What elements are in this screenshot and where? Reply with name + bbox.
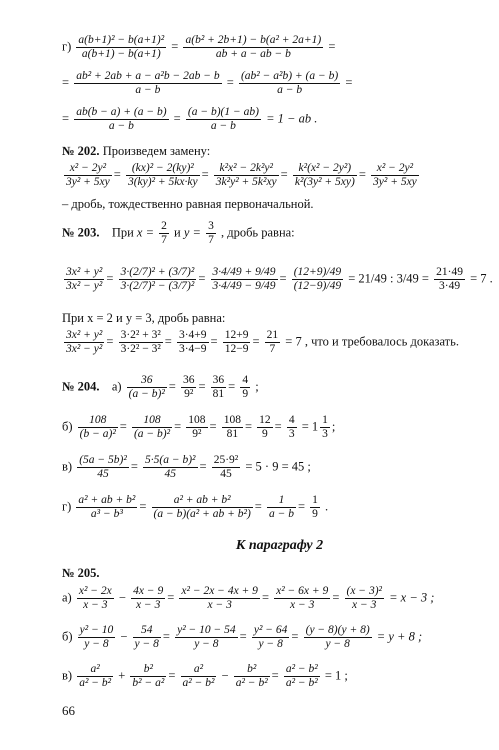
fraction: $\frac{12}{9}$ — [259, 414, 271, 440]
p203-equation: $\frac{\text{3x² + y²}}{\text{3x² − y²}}$ = $\frac{\text{3·(2/7)² + (3/7)²}}{\text{3·(2/7)² − (3/7)²}}$ = $\frac{3\cdot 4/49 + 9/49}{3\cdot 4/49 - 9/49}$ = $\frac{(12+9)/49}{(12-9)/49}$ = 21/49 : 3/49 = $\frac{21\cdot 49}{3\cdot 49}$ = 7 . — [66, 266, 493, 292]
fraction: $\frac{4}{9}$ — [242, 374, 249, 400]
fraction: $\frac{\text{y² − 10}}{y - 8}$ — [79, 624, 114, 650]
p204-v: в) $\frac{\text{(5a − 5b)²}}{45}$ = $\frac{\text{5·5(a − b)²}}{45}$ = $\frac{\text{25·9²}}{45}$ = 5 · 9 = 45 ; — [62, 454, 311, 480]
fraction: $\frac{\text{a(b+1)² − b(a+1)²}}{a(b+1) - b(a+1)}$ — [78, 34, 165, 60]
p201g-line1: г) $\frac{\text{a(b+1)² − b(a+1)²}}{a(b+1) - b(a+1)}$ = $\frac{\text{a(b² + 2b+1) − b(a² + 2a+1)}}{ab + a - ab - b}$ = — [62, 34, 336, 60]
fraction: $\frac{2}{7}$ — [161, 220, 167, 246]
fraction: $\frac{108}{81}$ — [223, 414, 241, 440]
p203-heading: № 203. При x = $\frac{2}{7}$ и y = $\frac{3}{7}$ , дробь равна: — [62, 220, 295, 246]
fraction: $\frac{\text{k²(x² − 2y²)}}{\text{k²(3y² + 5xy)}}$ — [294, 162, 355, 188]
fraction: $\frac{4}{3}$ — [288, 414, 295, 440]
fraction: $\frac{\text{a² + ab + b²}}{\text{a³ − b³}}$ — [78, 494, 136, 520]
fraction: $\frac{\text{3x² + y²}}{\text{3x² − y²}}$ — [66, 329, 103, 355]
fraction: $\frac{\text{b²}}{\text{a² − b²}}$ — [235, 663, 268, 689]
fraction: $\frac{4x - 9}{x - 3}$ — [133, 585, 164, 611]
fraction: $\frac{(12+9)/49}{(12-9)/49}$ — [293, 266, 342, 292]
fraction: $\frac{\text{a² + ab + b²}}{\text{(a − b)(a² + ab + b²)}}$ — [153, 494, 251, 520]
fraction: $\frac{(a - b)(1 - ab)}{a - b}$ — [187, 106, 259, 132]
fraction: $\frac{21\cdot 49}{3\cdot 49}$ — [436, 266, 463, 292]
fraction: $\frac{36}{81}$ — [212, 374, 225, 400]
fraction: $\frac{\text{(x − 3)²}}{x - 3}$ — [346, 585, 382, 611]
fraction: $\frac{\text{x² − 2y²}}{\text{3y² + 5xy}}$ — [66, 162, 110, 188]
fraction: $\frac{12+9}{12-9}$ — [224, 329, 249, 355]
fraction: $\frac{1}{9}$ — [312, 494, 318, 520]
fraction: $\frac{3\cdot 4/49 + 9/49}{3\cdot 4/49 - 9/49}$ — [212, 266, 276, 292]
fraction: $\frac{21}{7}$ — [266, 329, 279, 355]
problem-number: № 204. — [62, 379, 100, 394]
fraction: $\frac{\text{x² − 6x + 9}}{x - 3}$ — [276, 585, 329, 611]
fraction: $\frac{ab(b - a) + (a - b)}{a - b}$ — [76, 106, 167, 132]
fraction: $\frac{\text{k²x² − 2k²y²}}{\text{3k²y² + 5k²xy}}$ — [215, 162, 277, 188]
fraction: $\frac{\text{y² − 10 − 54}}{y - 8}$ — [177, 624, 236, 650]
fraction: $\frac{54}{y - 8}$ — [134, 624, 159, 650]
fraction: $\frac{\text{y² − 64}}{y - 8}$ — [253, 624, 288, 650]
p204-a: № 204. а) $\frac{36}{\text{(a − b)²}}$ = $\frac{36}{\text{9²}}$ = $\frac{36}{81}$ = $\frac{4}{9}$ ; — [62, 374, 259, 400]
fraction: $\frac{\text{3·(2/7)² + (3/7)²}}{\text{3·(2/7)² − (3/7)²}}$ — [120, 266, 195, 292]
fraction: $\frac{3}{7}$ — [208, 220, 214, 246]
problem-number: № 203. — [62, 225, 100, 240]
fraction: $\frac{36}{\text{(a − b)²}}$ — [128, 374, 165, 400]
fraction: $\frac{3\cdot 4+9}{3\cdot 4-9}$ — [178, 329, 207, 355]
result-text: = 1 − ab . — [266, 111, 318, 126]
fraction: $\frac{\text{b²}}{\text{b² − a²}}$ — [132, 663, 165, 689]
p205-b: б) $\frac{\text{y² − 10}}{y - 8}$ − $\frac{54}{y - 8}$ = $\frac{\text{y² − 10 − 54}}{y - 8}$ = $\frac{\text{y² − 64}}{y - 8}$ = $\frac{(y - 8)(y + 8)}{y - 8}$ = y + 8 ; — [62, 624, 423, 650]
section-title: К параграфу 2 — [235, 538, 324, 553]
fraction: $\frac{\text{x² − 2x − 4x + 9}}{x - 3}$ — [181, 585, 258, 611]
fraction: $\frac{1}{a - b}$ — [268, 494, 294, 520]
fraction: $\frac{\text{a²}}{\text{a² − b²}}$ — [79, 663, 112, 689]
p204-b: б) $\frac{108}{\text{(b − a)²}}$ = $\frac{108}{\text{(a − b)²}}$ = $\frac{108}{\text{9²}}$ = $\frac{108}{81}$ = $\frac{12}{9}$ = $\frac{4}{3}$ = 1 $\frac{1}{3}$ ; — [62, 414, 336, 440]
fraction: $\frac{\text{ab² + 2ab + a − a²b − 2ab − b}}{a - b}$ — [76, 70, 220, 96]
fraction: $\frac{\text{(kx)² − 2(ky)²}}{\text{3(ky)² + 5kx·ky}}$ — [127, 162, 198, 188]
p202-conclusion: – дробь, тождественно равная первоначальной. — [62, 197, 314, 211]
fraction: $\frac{\text{a(b² + 2b+1) − b(a² + 2a+1)}}{ab + a - ab - b}$ — [185, 34, 322, 60]
fraction: $\frac{\text{x² − 2x}}{x - 3}$ — [78, 585, 112, 611]
fraction: $\frac{36}{\text{9²}}$ — [182, 374, 195, 400]
fraction: $\frac{\text{3·2² + 3²}}{\text{3·2² − 3²}}$ — [120, 329, 161, 355]
problem-intro: Произведем замену: — [102, 144, 211, 158]
p202-equation: $\frac{\text{x² − 2y²}}{\text{3y² + 5xy}}$ = $\frac{\text{(kx)² − 2(ky)²}}{\text{3(ky)² + 5kx·ky}}$ = $\frac{\text{k²x² − 2k²y²}}{\text{3k²y² + 5k²xy}}$ = $\frac{\text{k²(x² − 2y²)}}{\text{k²(3y² + 5xy)}}$ = $\frac{\text{x² − 2y²}}{\text{3y² + 5xy}}$ — [66, 162, 417, 188]
p205-heading — [62, 566, 100, 580]
fraction: $\frac{\text{3x² + y²}}{\text{3x² − y²}}$ — [66, 266, 103, 292]
p201g-line3: = $\frac{ab(b - a) + (a - b)}{a - b}$ = $\frac{(a - b)(1 - ab)}{a - b}$ = 1 − ab . — [62, 106, 318, 132]
fraction: $\frac{\text{25·9²}}{45}$ — [213, 454, 239, 480]
fraction: $\frac{(y - 8)(y + 8)}{y - 8}$ — [305, 624, 370, 650]
item-label: г) — [62, 39, 72, 54]
page-number: 66 — [62, 703, 75, 718]
p202-heading — [62, 144, 210, 158]
p203-case2-equation: $\frac{\text{3x² + y²}}{\text{3x² − y²}}$ = $\frac{\text{3·2² + 3²}}{\text{3·2² − 3²}}$ = $\frac{3\cdot 4+9}{3\cdot 4-9}$ = $\frac{12+9}{12-9}$ = $\frac{21}{7}$ = 7 , что и требовалось доказать. — [66, 329, 459, 355]
fraction: $\frac{\text{a² − b²}}{\text{a² − b²}}$ — [285, 663, 318, 689]
fraction: $\frac{108}{\text{(a − b)²}}$ — [133, 414, 171, 440]
problem-number: № 205. — [62, 566, 100, 580]
p204-g: г) $\frac{\text{a² + ab + b²}}{\text{a³ − b³}}$ = $\frac{\text{a² + ab + b²}}{\text{(a − b)(a² + ab + b²)}}$ = $\frac{1}{a - b}$ = $\frac{1}{9}$ . — [62, 494, 329, 520]
fraction: $\frac{1}{3}$ — [322, 414, 328, 440]
problem-number: № 202. — [62, 144, 100, 158]
fraction: $\frac{\text{5·5(a − b)²}}{45}$ — [145, 454, 196, 480]
fraction: $\frac{\text{(5a − 5b)²}}{45}$ — [79, 454, 127, 480]
p201g-line2: = $\frac{\text{ab² + 2ab + a − a²b − 2ab − b}}{a - b}$ = $\frac{\text{(ab² − a²b) + (a − b)}}{a - b}$ = — [62, 70, 353, 96]
fraction: $\frac{\text{a²}}{\text{a² − b²}}$ — [182, 663, 215, 689]
fraction: $\frac{108}{\text{(b − a)²}}$ — [79, 414, 116, 440]
fraction: $\frac{108}{\text{9²}}$ — [188, 414, 206, 440]
p205-v: в) $\frac{\text{a²}}{\text{a² − b²}}$ + $\frac{\text{b²}}{\text{b² − a²}}$ = $\frac{\text{a²}}{\text{a² − b²}}$ − $\frac{\text{b²}}{\text{a² − b²}}$ = $\frac{\text{a² − b²}}{\text{a² − b²}}$ = 1 ; — [62, 663, 348, 689]
fraction: $\frac{\text{(ab² − a²b) + (a − b)}}{a - b}$ — [240, 70, 339, 96]
fraction: $\frac{\text{x² − 2y²}}{\text{3y² + 5xy}}$ — [373, 162, 417, 188]
p205-a: а) $\frac{\text{x² − 2x}}{x - 3}$ − $\frac{4x - 9}{x - 3}$ = $\frac{\text{x² − 2x − 4x + 9}}{x - 3}$ = $\frac{\text{x² − 6x + 9}}{x - 3}$ = $\frac{\text{(x − 3)²}}{x - 3}$ = x − 3 ; — [62, 585, 435, 611]
p203-case2-intro: При x = 2 и y = 3, дробь равна: — [62, 311, 226, 325]
